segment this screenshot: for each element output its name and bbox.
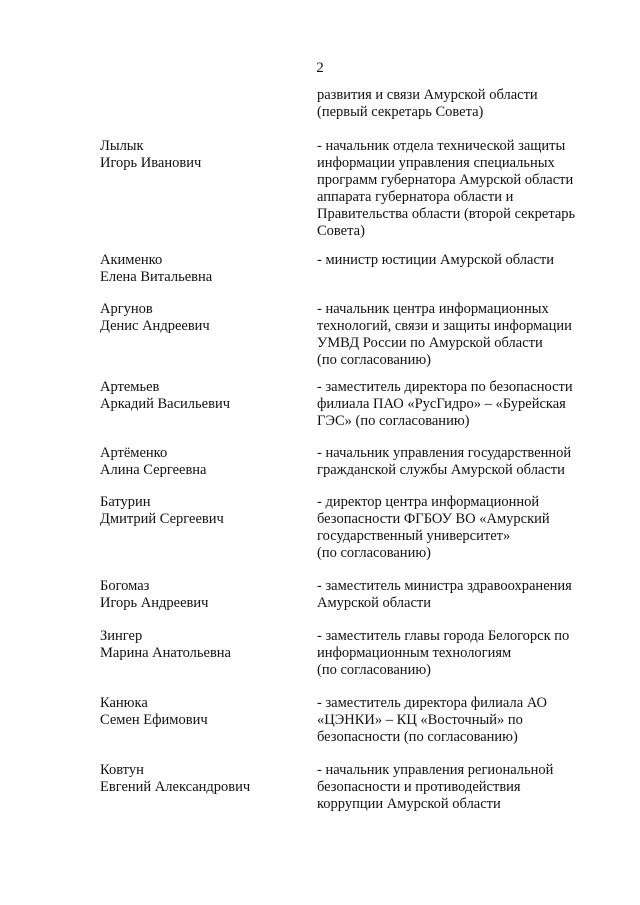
member-surname: Артемьев (100, 379, 160, 395)
member-surname: Ковтун (100, 762, 144, 778)
member-position (317, 578, 617, 612)
member-position (317, 695, 617, 746)
member-surname: Аргунов (100, 301, 153, 317)
position-line: государственный университет» (317, 528, 511, 544)
member-surname: Артёменко (100, 445, 168, 461)
position-line: - начальник управления государственной (317, 445, 572, 461)
member-name (100, 762, 305, 796)
position-line: Совета) (317, 223, 365, 239)
member-name (100, 695, 305, 729)
position-line: гражданской службы Амурской области (317, 462, 565, 478)
position-line: - начальник управления региональной (317, 762, 554, 778)
position-line: безопасности ФГБОУ ВО «Амурский (317, 511, 550, 527)
member-position (317, 301, 617, 369)
member-given-names: Семен Ефимович (100, 712, 208, 728)
position-line: ГЭС» (по согласованию) (317, 413, 470, 429)
position-line: безопасности (по согласованию) (317, 729, 518, 745)
member-given-names: Игорь Иванович (100, 155, 202, 171)
position-line: УМВД России по Амурской области (317, 335, 543, 351)
continuation-line: (первый секретарь Совета) (317, 104, 484, 120)
continuation-line: развития и связи Амурской области (317, 87, 538, 103)
member-position (317, 628, 617, 679)
member-name (100, 301, 305, 335)
position-line: информации управления специальных (317, 155, 555, 171)
position-line: филиала ПАО «РусГидро» – «Бурейская (317, 396, 566, 412)
member-position (317, 138, 617, 240)
member-given-names: Дмитрий Сергеевич (100, 511, 224, 527)
position-line: программ губернатора Амурской области (317, 172, 574, 188)
member-surname: Лылык (100, 138, 144, 154)
position-line: аппарата губернатора области и (317, 189, 514, 205)
member-name (100, 628, 305, 662)
member-surname: Канюка (100, 695, 148, 711)
member-position (317, 445, 617, 479)
member-given-names: Денис Андреевич (100, 318, 210, 334)
member-position (317, 494, 617, 562)
member-name (100, 445, 305, 479)
member-given-names: Марина Анатольевна (100, 645, 231, 661)
member-name (100, 138, 305, 172)
position-line: информационным технологиям (317, 645, 512, 661)
position-line: «ЦЭНКИ» – КЦ «Восточный» по (317, 712, 523, 728)
member-surname: Зингер (100, 628, 143, 644)
member-name (100, 379, 305, 413)
member-surname: Батурин (100, 494, 151, 510)
continuation-text (317, 87, 617, 121)
member-position (317, 379, 617, 430)
position-line: Амурской области (317, 595, 431, 611)
member-given-names: Аркадий Васильевич (100, 396, 230, 412)
member-name (100, 252, 305, 286)
position-line: - заместитель директора по безопасности (317, 379, 573, 395)
position-line: (по согласованию) (317, 352, 431, 368)
position-line: безопасности и противодействия (317, 779, 521, 795)
position-line: - начальник отдела технической защиты (317, 138, 566, 154)
member-name (100, 578, 305, 612)
member-given-names: Евгений Александрович (100, 779, 251, 795)
position-line: - начальник центра информационных (317, 301, 549, 317)
member-given-names: Игорь Андреевич (100, 595, 209, 611)
position-line: - министр юстиции Амурской области (317, 252, 554, 268)
member-given-names: Елена Витальевна (100, 269, 213, 285)
member-surname: Богомаз (100, 578, 150, 594)
position-line: - заместитель главы города Белогорск по (317, 628, 570, 644)
member-position (317, 252, 617, 269)
member-given-names: Алина Сергеевна (100, 462, 207, 478)
position-line: - директор центра информационной (317, 494, 540, 510)
member-position (317, 762, 617, 813)
member-surname: Акименко (100, 252, 163, 268)
member-name (100, 494, 305, 528)
position-line: Правительства области (второй секретарь (317, 206, 576, 222)
position-line: (по согласованию) (317, 545, 431, 561)
position-line: коррупции Амурской области (317, 796, 501, 812)
page-number: 2 (316, 60, 324, 76)
position-line: (по согласованию) (317, 662, 431, 678)
position-line: технологий, связи и защиты информации (317, 318, 572, 334)
position-line: - заместитель министра здравоохранения (317, 578, 572, 594)
position-line: - заместитель директора филиала АО (317, 695, 547, 711)
